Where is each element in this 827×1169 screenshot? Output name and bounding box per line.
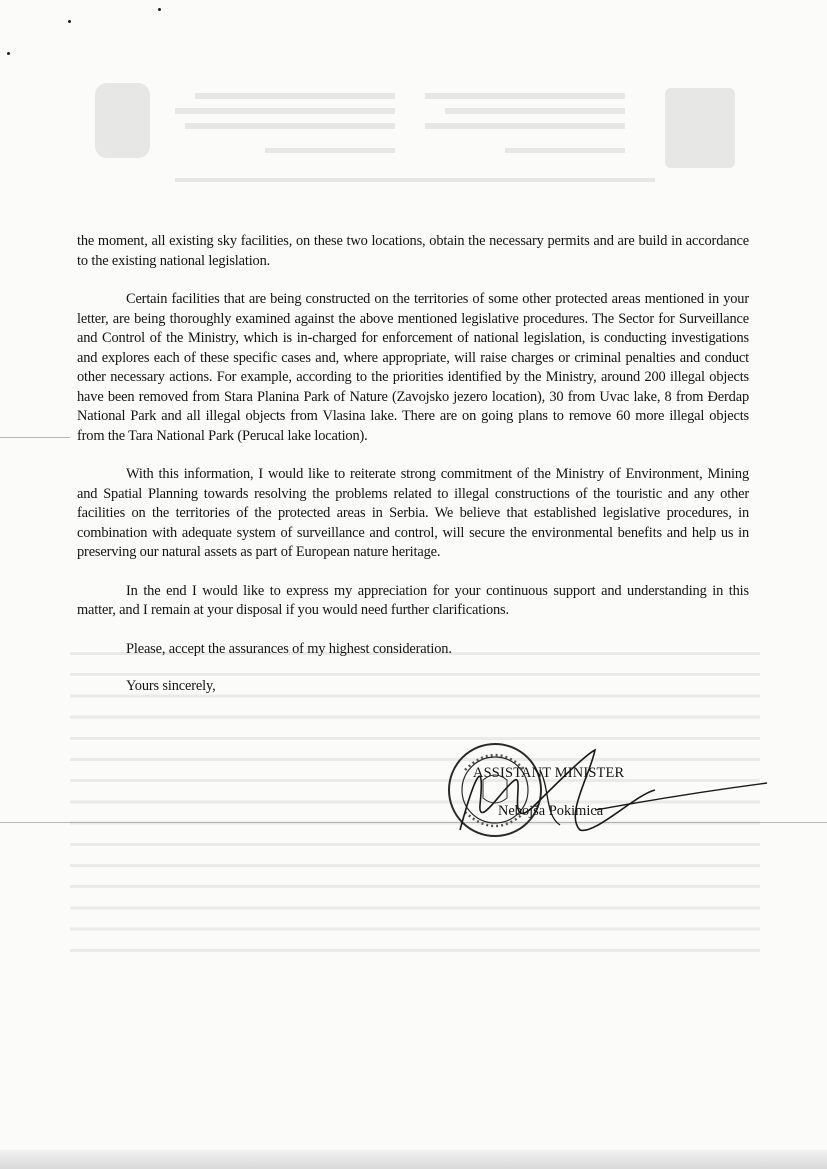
paragraph-facilities: Certain facilities that are being constructed on the territories of some other protected areas mentioned in your letter, are being thoroughly examined against the above mentioned legislative procedures. The Sector for Surveillance and Control of the Ministry, which is in-charged for enforcement of national legislation, is conducting investigations and explores each of these specific cases and, where appropriate, will raise charges or criminal penalties and conduct other necessary actions. For example, according to the priorities identified by the Ministry, around 200 illegal objects have been removed from Stara Planina Park of Nature (Zavojsko jezero location), 30 from Uvac lake, 8 from Đerdap National Park and all illegal objects from Vlasina lake. There are on going plans to remove 60 more illegal objects from the Tara National Park (Perucal lake location). xyxy=(77,291,749,444)
closing-consideration: Please, accept the assurances of my highest consideration. xyxy=(126,640,452,657)
handwritten-signature-icon xyxy=(445,735,775,845)
closing-sincerely: Yours sincerely, xyxy=(126,678,216,694)
speck xyxy=(158,8,161,11)
paragraph-continuation: the moment, all existing sky facilities, on these two locations, obtain the necessary permits and are build in accordance to the existing national legislation. xyxy=(77,233,749,269)
signatory-title: ASSISTANT MINISTER xyxy=(473,765,625,781)
speck xyxy=(7,52,10,55)
fold-line xyxy=(0,437,70,438)
page-bottom-edge xyxy=(0,1150,827,1169)
paragraph-commitment: With this information, I would like to reiterate strong commitment of the Ministry of Environment, Mining and Spatial Planning towards resolving the problems related to illegal constructions of the touristic and any other facilities on the territories of the protected areas in Serbia. We believe that established legislative procedures, in combination with adequate system of surveillance and control, will secure the environmental benefits and help us in preserving our natural assets as part of European nature heritage. xyxy=(77,466,749,560)
paragraph-appreciation: In the end I would like to express my appreciation for your continuous support and understanding in this matter, and I remain at your disposal if you would need further clarifications. xyxy=(77,582,749,618)
signature-block xyxy=(445,735,775,845)
speck xyxy=(68,20,71,23)
bleed-through-letterhead xyxy=(95,78,735,198)
signatory-name: Nebojša Pokimica xyxy=(498,803,604,819)
letter-body xyxy=(77,232,749,715)
